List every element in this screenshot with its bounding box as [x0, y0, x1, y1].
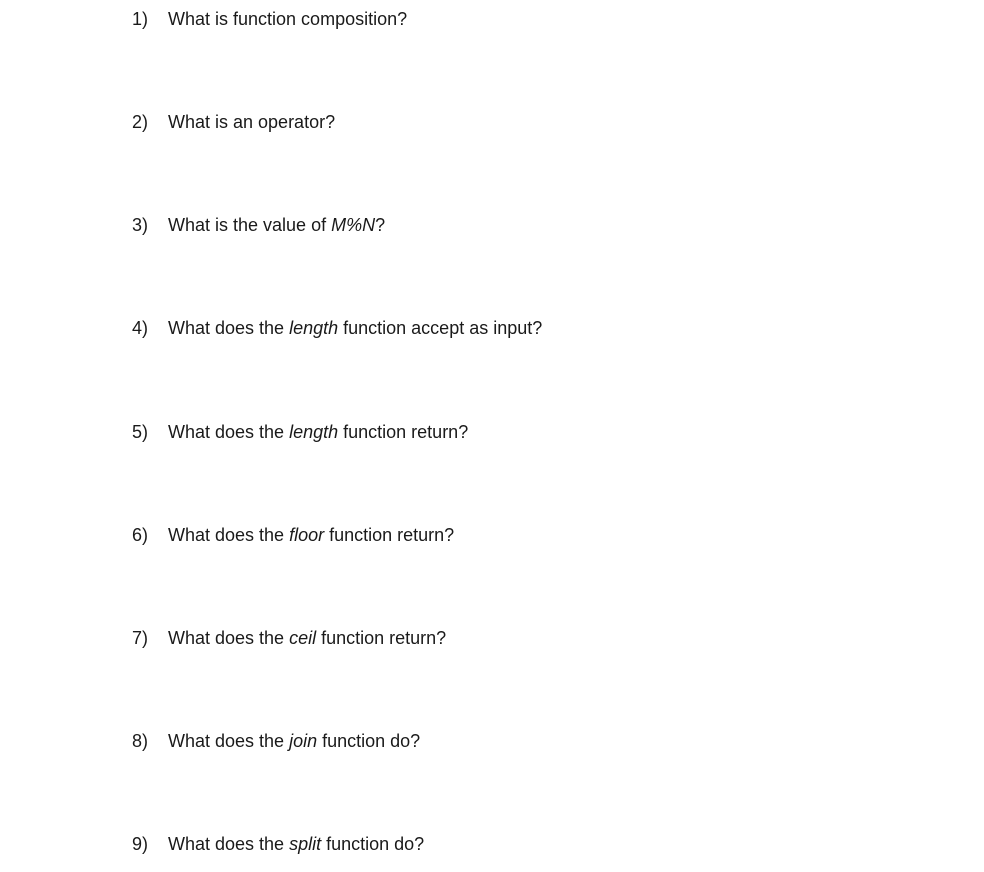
question-number: 3) [132, 215, 149, 235]
question-number: 2) [132, 112, 149, 132]
question-1 [132, 7, 407, 31]
question-text [168, 112, 335, 132]
question-text-before: What does the [168, 525, 290, 545]
question-term: split [289, 834, 322, 854]
question-text-before: What does the [168, 422, 290, 442]
question-text-after: function return? [324, 525, 455, 545]
question-9 [132, 832, 424, 856]
question-text [168, 525, 454, 545]
question-text-after: function return? [338, 422, 469, 442]
question-text [168, 215, 385, 235]
question-text-before: What is the value of [168, 215, 332, 235]
question-text-before: What is an operator? [168, 112, 336, 132]
question-text [168, 731, 420, 751]
question-number: 8) [132, 731, 149, 751]
question-text [168, 628, 446, 648]
question-3 [132, 213, 385, 237]
question-text [168, 318, 542, 338]
question-term: join [289, 731, 318, 751]
question-text-after: function return? [316, 628, 447, 648]
question-term: M%N [331, 215, 376, 235]
question-text [168, 422, 468, 442]
question-number: 4) [132, 318, 149, 338]
question-term: length [289, 318, 339, 338]
question-term: length [289, 422, 339, 442]
question-2 [132, 110, 335, 134]
question-term: floor [289, 525, 325, 545]
question-text-before: What does the [168, 731, 290, 751]
question-4 [132, 316, 542, 340]
question-number: 1) [132, 9, 149, 29]
question-text-before: What does the [168, 318, 290, 338]
question-term: ceil [289, 628, 317, 648]
question-text-after: ? [375, 215, 386, 235]
question-number: 9) [132, 834, 149, 854]
question-text-after: function do? [321, 834, 425, 854]
question-text-before: What does the [168, 628, 290, 648]
question-text-before: What is function composition? [168, 9, 408, 29]
question-number: 5) [132, 422, 149, 442]
question-text-after: function do? [317, 731, 421, 751]
question-text-before: What does the [168, 834, 290, 854]
question-text [168, 9, 407, 29]
question-number: 6) [132, 525, 149, 545]
question-number: 7) [132, 628, 149, 648]
question-8 [132, 729, 420, 753]
question-7 [132, 626, 446, 650]
question-6 [132, 523, 454, 547]
question-text-after: function accept as input? [338, 318, 543, 338]
question-text [168, 834, 424, 854]
question-5 [132, 420, 468, 444]
